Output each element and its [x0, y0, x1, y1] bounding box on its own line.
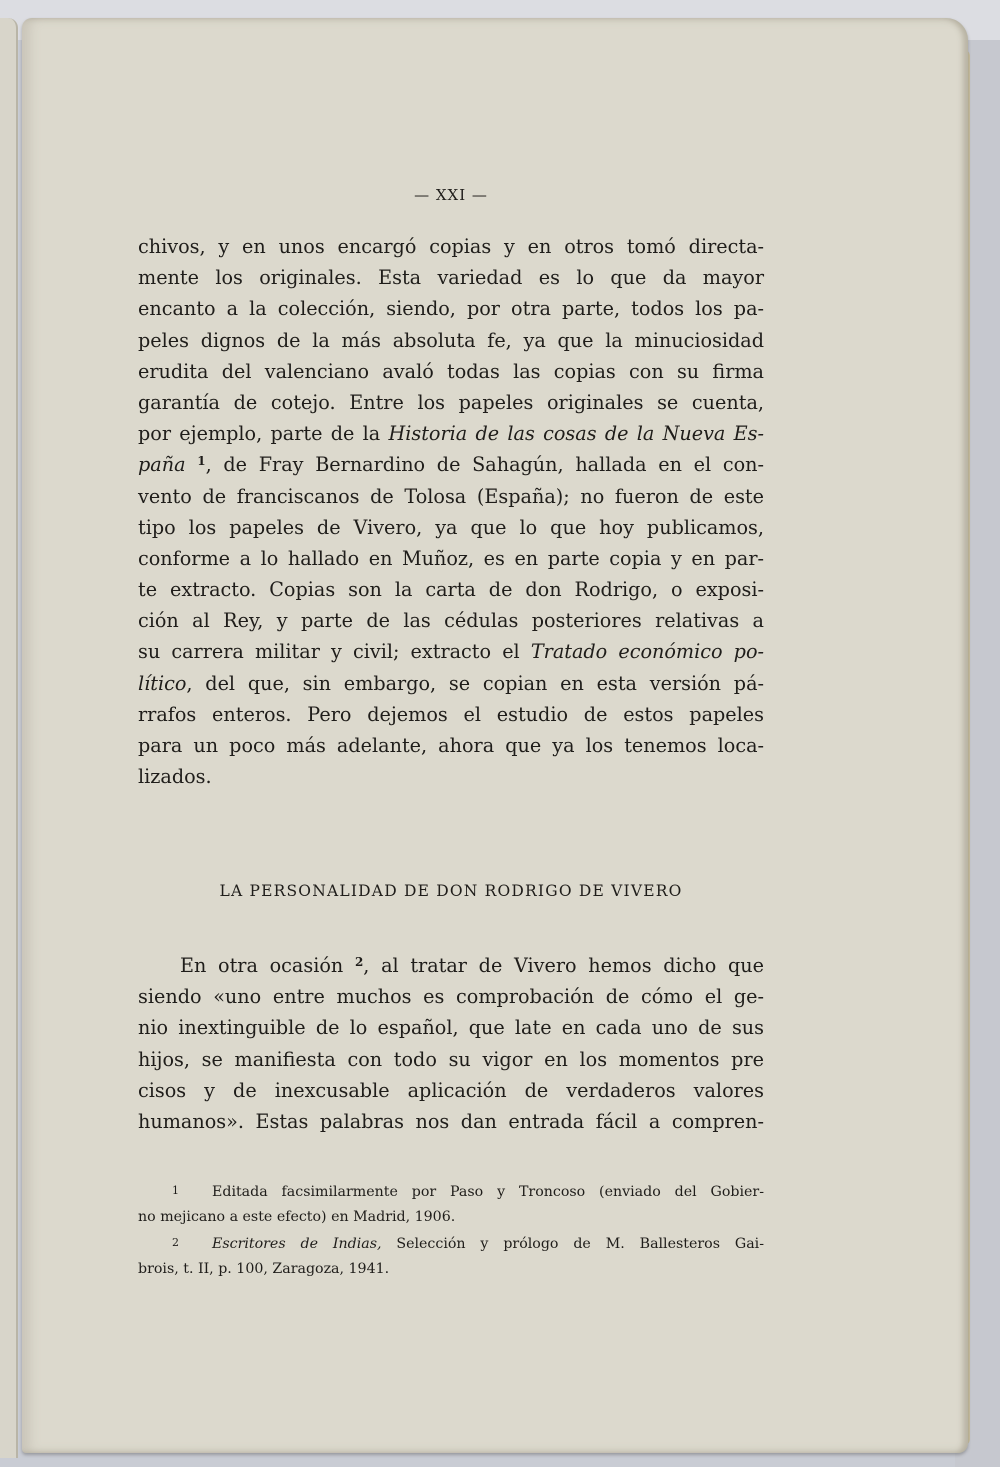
- text-line: lizados.: [138, 765, 212, 789]
- text-line: encanto a la colección, siendo, por otra parte, todos los pa-: [138, 297, 764, 321]
- text-line: erudita del valenciano avaló todas las copias con su firma: [138, 359, 764, 383]
- book-page: [22, 18, 968, 1453]
- text-run: , de Fray Bernardino de Sahagún, hallada en el con-: [205, 453, 764, 477]
- text-line: nio inextinguible de lo español, que late en cada uno de sus: [138, 1016, 764, 1040]
- treatise-title-italic: lítico: [138, 671, 187, 695]
- text-line: ción al Rey, y parte de las cédulas posteriores relativas a: [138, 609, 764, 633]
- paragraph-1: [138, 231, 764, 792]
- text-line: [138, 418, 764, 449]
- footnote-title-italic: Escritores de Indias,: [212, 1236, 382, 1252]
- text-line: siendo «uno entre muchos es comprobación de cómo el ge-: [138, 985, 764, 1009]
- text-line: tipo los papeles de Vivero, ya que lo que hoy publicamos,: [138, 515, 764, 539]
- section-heading: LA PERSONALIDAD DE DON RODRIGO DE VIVERO: [219, 882, 683, 900]
- footnote-text: Editada facsimilarmente por Paso y Troncoso (enviado del Gobier-: [212, 1184, 764, 1200]
- previous-page-edge: [0, 18, 18, 1458]
- text-line: te extracto. Copias son la carta de don Rodrigo, o exposi-: [138, 578, 764, 602]
- footnote-ref-2[interactable]: 2: [354, 955, 364, 969]
- text-run: su carrera militar y civil; extracto el: [138, 640, 520, 664]
- text-line: rrafos enteros. Pero dejemos el estudio de estos papeles: [138, 702, 764, 726]
- footnote-number: 1: [172, 1184, 179, 1197]
- text-line: conforme a lo hallado en Muñoz, es en parte copia y en par-: [138, 546, 764, 570]
- footnote-1: [138, 1178, 764, 1204]
- paragraph-2: [138, 950, 764, 1137]
- book-title-italic: Historia de las cosas de la Nueva Es-: [388, 422, 764, 446]
- text-line: chivos, y en unos encargó copias y en otros tomó directa-: [138, 235, 764, 258]
- text-line: vento de franciscanos de Tolosa (España); no fueron de este: [138, 484, 764, 508]
- text-line: para un poco más adelante, ahora que ya los tenemos loca-: [138, 734, 764, 757]
- text-line: garantía de cotejo. Entre los papeles originales se cuenta,: [138, 390, 764, 414]
- footnote-2-cont: brois, t. II, p. 100, Zaragoza, 1941.: [138, 1261, 390, 1277]
- text-run: En otra ocasión: [180, 954, 344, 977]
- page-number: — XXI —: [414, 186, 488, 204]
- text-line: humanos». Estas palabras nos dan entrada fácil a compren-: [138, 1109, 764, 1133]
- text-line: peles dignos de la más absoluta fe, ya que la minuciosidad: [138, 328, 764, 352]
- text-line: [138, 668, 764, 699]
- text-line: [138, 950, 764, 981]
- text-line: mente los originales. Esta variedad es lo que da mayor: [138, 266, 764, 290]
- text-line: cisos y de inexcusable aplicación de verdaderos valores: [138, 1078, 764, 1102]
- footnotes: [138, 1178, 764, 1282]
- text-line: [138, 449, 764, 480]
- footnote-number: 2: [172, 1236, 179, 1249]
- footnote-ref-1[interactable]: 1: [197, 454, 206, 469]
- footnote-2: [138, 1230, 764, 1256]
- text-line: hijos, se manifiesta con todo su vigor en los momentos pre: [138, 1047, 764, 1071]
- book-title-italic: paña: [138, 453, 186, 477]
- text-run: , al tratar de Vivero hemos dicho que: [363, 954, 764, 977]
- text-run: por ejemplo, parte de la: [138, 422, 381, 446]
- treatise-title-italic: Tratado económico po-: [530, 640, 765, 664]
- footnote-1-cont: no mejicano a este efecto) en Madrid, 1906.: [138, 1209, 456, 1225]
- text-run: , del que, sin embargo, se copian en esta versión pá-: [186, 671, 764, 695]
- text-line: [138, 636, 764, 667]
- footnote-text: Selección y prólogo de M. Ballesteros Gai-: [381, 1236, 764, 1252]
